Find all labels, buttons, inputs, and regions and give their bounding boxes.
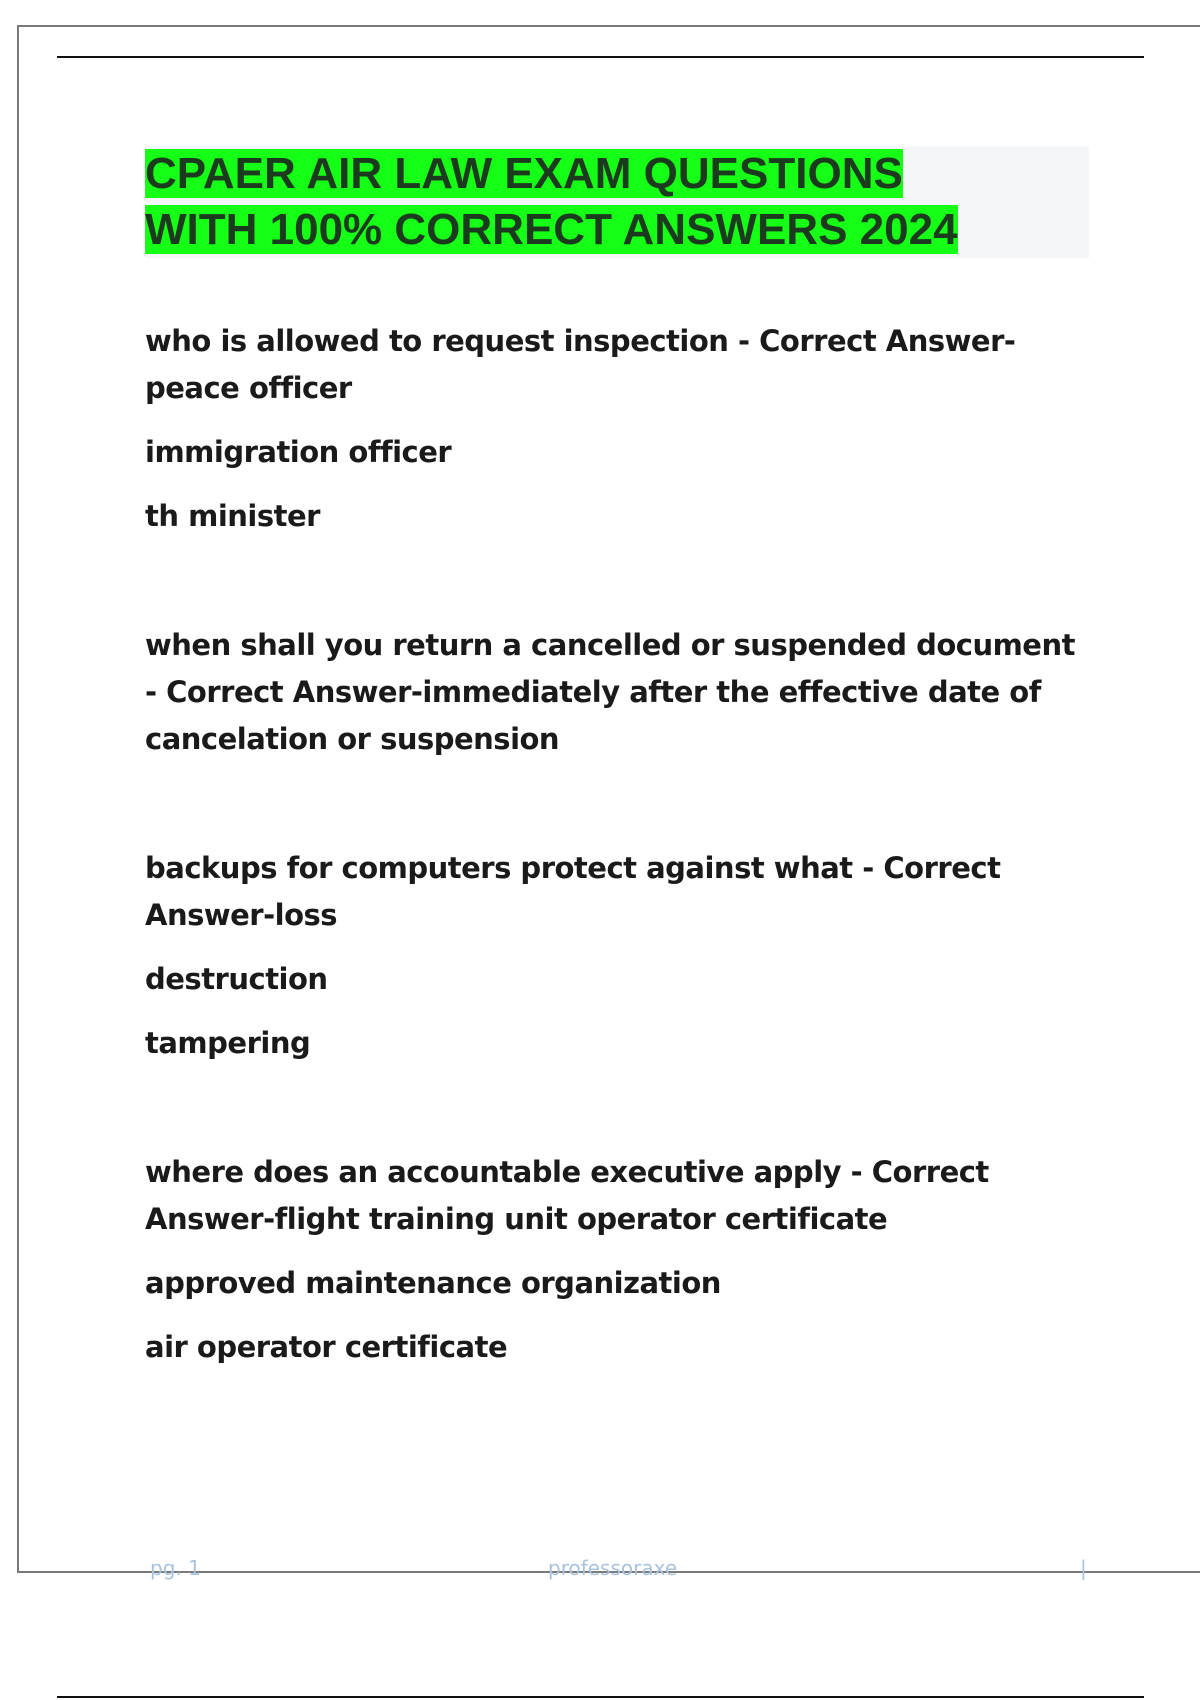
answer-4-2: approved maintenance organization: [145, 1266, 721, 1300]
qa-item-1: [145, 318, 1095, 540]
answer-1-2: immigration officer: [145, 435, 452, 469]
document-title: [145, 146, 1089, 258]
question-1: who is allowed to request inspection - Correct Answer-peace officer: [145, 324, 1016, 405]
qa-item-3: [145, 845, 1095, 1067]
top-rule: [57, 56, 1144, 58]
question-4: where does an accountable executive apply - Correct Answer-flight training unit operator certificate: [145, 1155, 989, 1236]
answer-1-3: th minister: [145, 499, 320, 533]
bottom-rule: [57, 1696, 1144, 1698]
qa-item-2: [145, 622, 1095, 763]
answer-3-3: tampering: [145, 1026, 311, 1060]
title-line-2: WITH 100% CORRECT ANSWERS 2024: [145, 205, 958, 254]
qa-content: [145, 318, 1095, 1371]
question-3: backups for computers protect against what - Correct Answer-loss: [145, 851, 1001, 932]
question-2: when shall you return a cancelled or suspended document - Correct Answer-immediately after the effective date of cancelation or suspension: [145, 628, 1075, 756]
qa-item-4: [145, 1149, 1095, 1371]
answer-3-2: destruction: [145, 962, 328, 996]
title-line-1: CPAER AIR LAW EXAM QUESTIONS: [145, 149, 903, 198]
answer-4-3: air operator certificate: [145, 1330, 508, 1364]
page-number: pg. 1: [150, 1556, 201, 1580]
footer-author: professoraxe: [548, 1556, 678, 1580]
title-block: [145, 146, 1089, 258]
page-footer: [0, 1556, 1200, 1586]
footer-mark: |: [1080, 1556, 1087, 1580]
